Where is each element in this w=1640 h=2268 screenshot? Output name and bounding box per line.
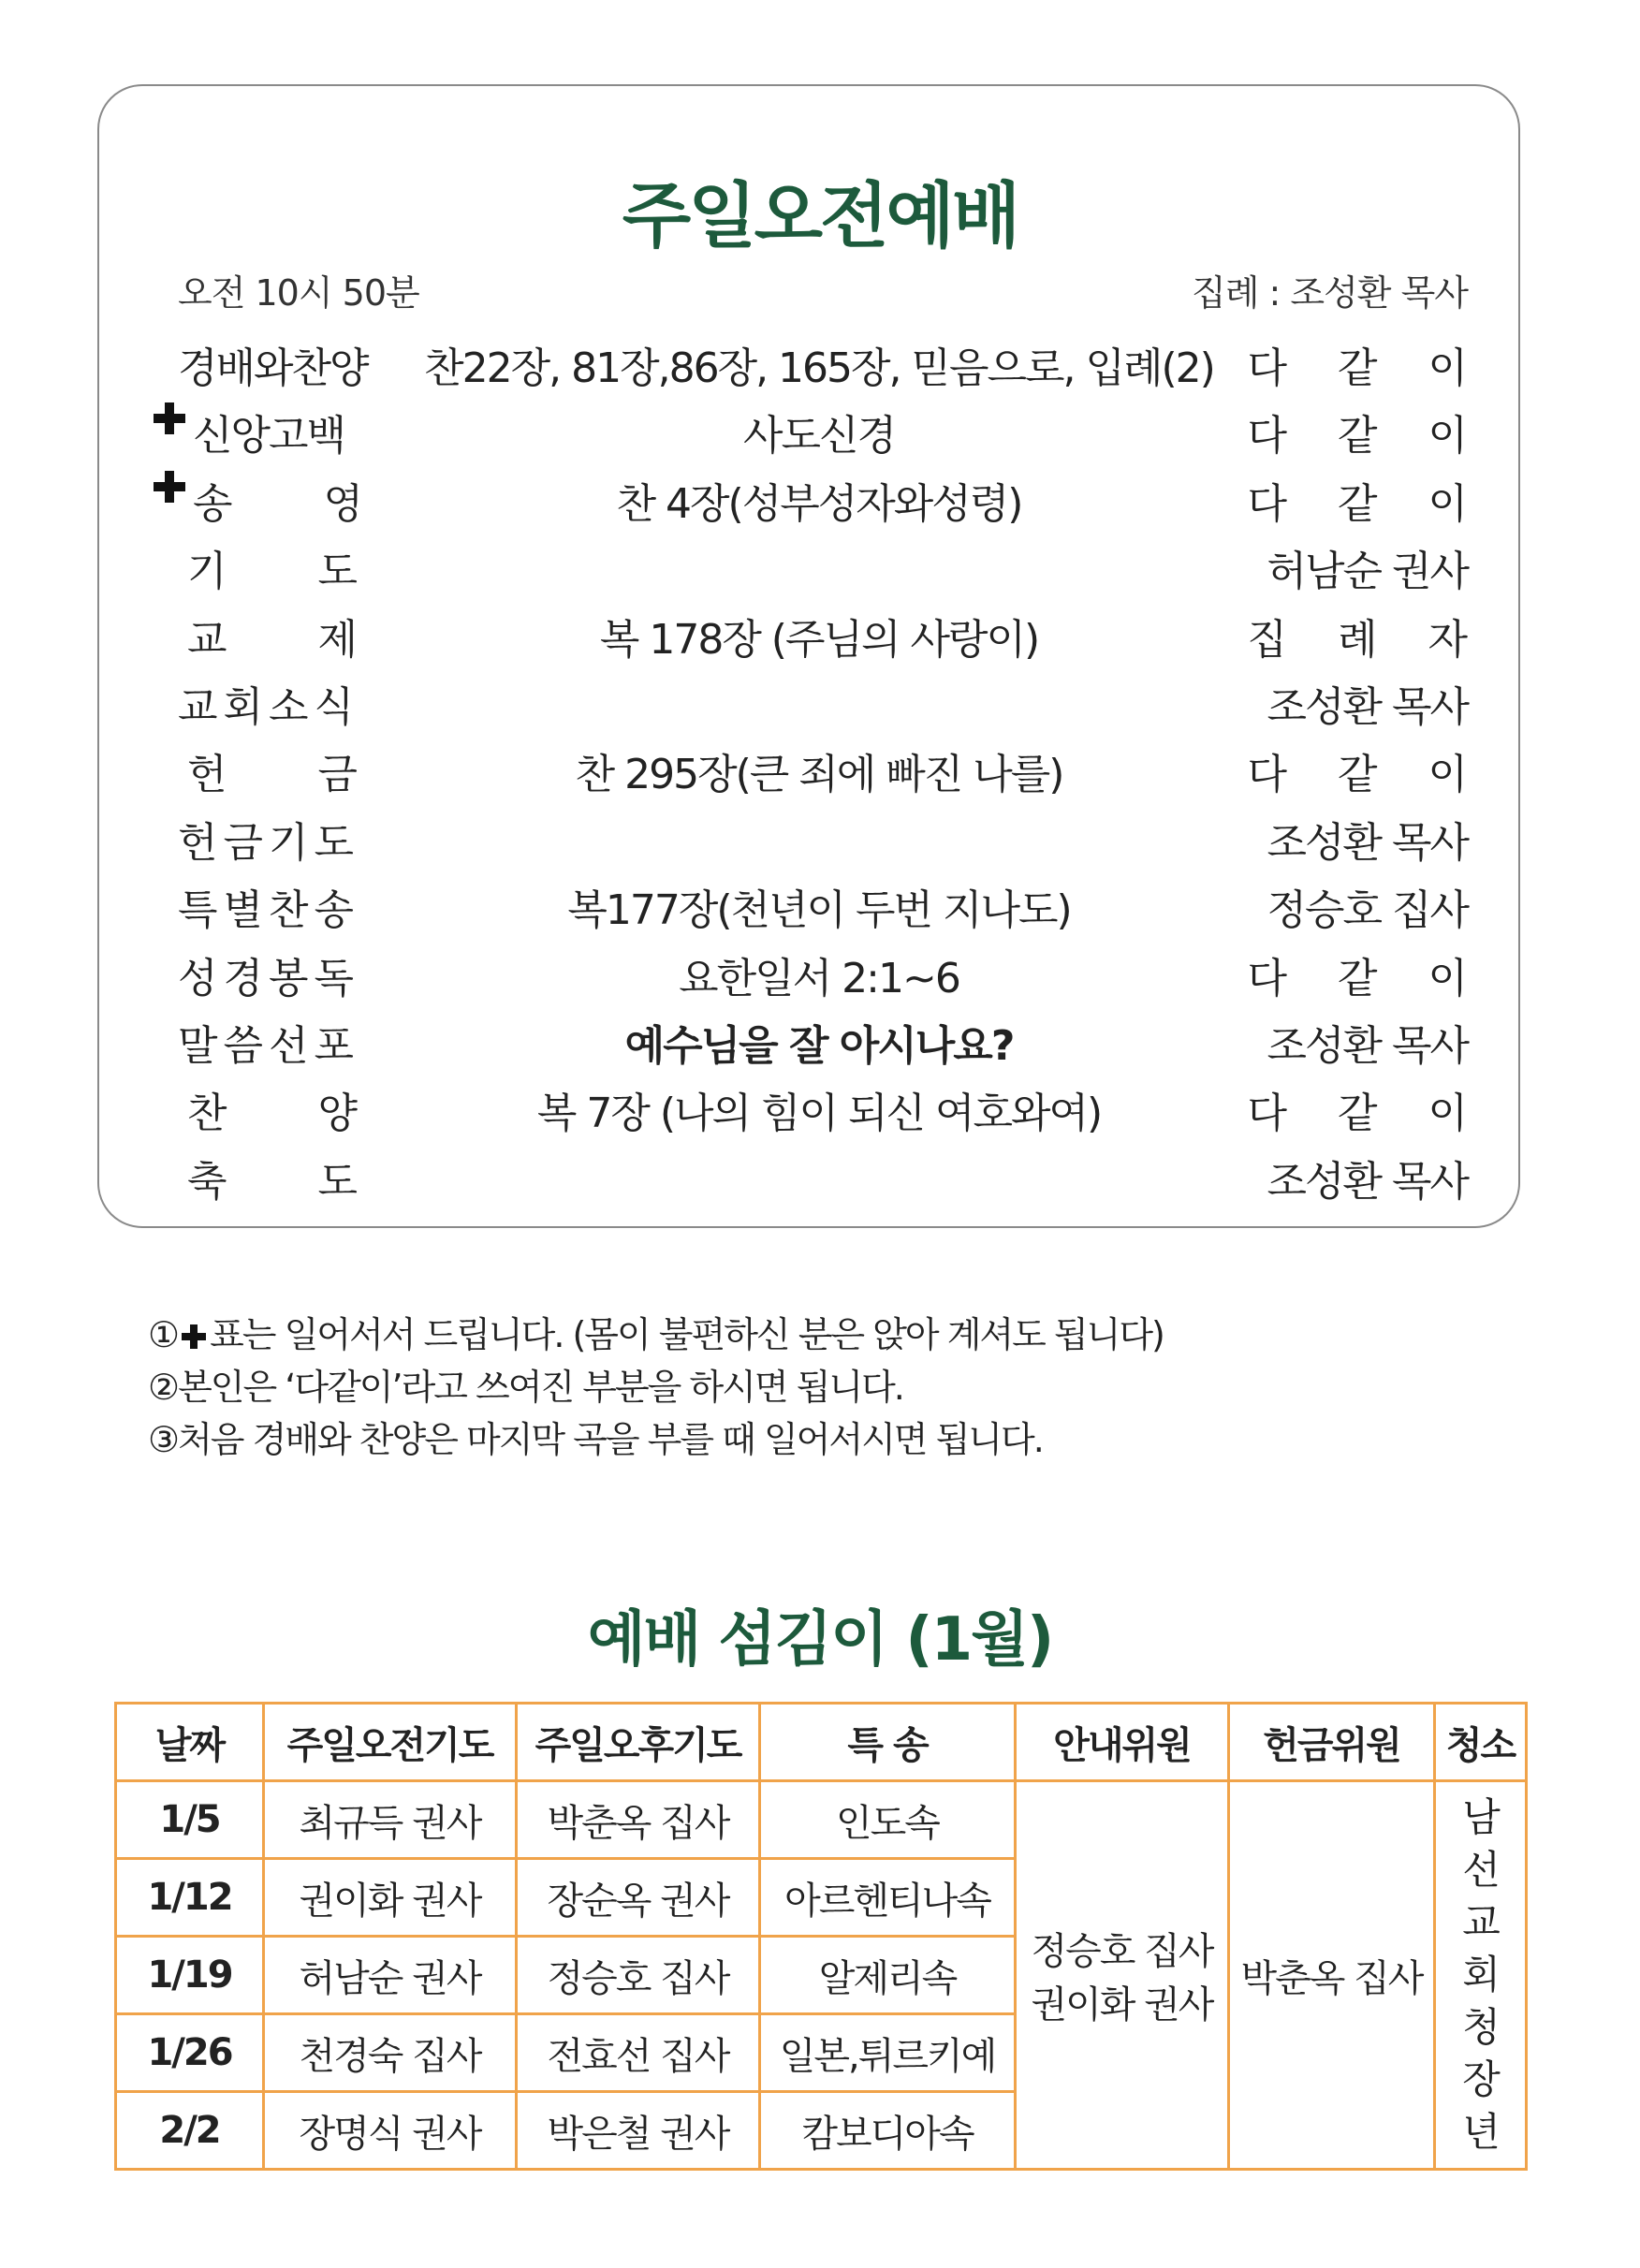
cleaning-char: 선 [1462, 1847, 1499, 1893]
order-row [0, 1149, 1640, 1216]
order-row [0, 335, 1640, 402]
special-song-cell: 아르헨티나속 [760, 1859, 1016, 1937]
special-song-cell: 인도속 [760, 1781, 1016, 1859]
order-row [0, 607, 1640, 674]
pm-prayer-cell: 전효선 집사 [517, 2014, 760, 2092]
order-item-responsible: 다 같 이 [1247, 1090, 1486, 1138]
order-item-responsible: 조성환 목사 [1267, 818, 1468, 867]
order-item-responsible: 조성환 목사 [1267, 1022, 1468, 1070]
pm-prayer-cell: 박춘옥 집사 [517, 1781, 760, 1859]
order-item-responsible: 다 같 이 [1247, 954, 1486, 1002]
date-cell: 1/26 [116, 2014, 264, 2092]
cross-icon [182, 1324, 206, 1349]
order-item-name: 헌금기도 [178, 818, 360, 867]
order-item-responsible: 다 같 이 [1247, 344, 1486, 392]
order-row [0, 1013, 1640, 1080]
service-title: 주일오전예배 [622, 174, 1018, 257]
order-row [0, 674, 1640, 741]
pm-prayer-cell: 정승호 집사 [517, 1937, 760, 2014]
am-prayer-cell: 장명식 권사 [264, 2092, 517, 2170]
order-item-content: 찬 295장(큰 죄에 빠진 나를) [575, 751, 1063, 799]
order-item-responsible: 다 같 이 [1247, 479, 1486, 528]
am-prayer-cell: 천경숙 집사 [264, 2014, 517, 2092]
order-item-content: 복 7장 (나의 힘이 되신 여호와여) [536, 1090, 1102, 1138]
cross-icon [154, 471, 185, 503]
header-cleaning: 청소 [1435, 1704, 1527, 1781]
order-item-name: 성경봉독 [178, 954, 360, 1002]
order-row [0, 538, 1640, 606]
order-row [0, 945, 1640, 1013]
schedule-title: 예배 섬김이 (1월) [587, 1605, 1053, 1675]
order-item-name: 송 영 [193, 479, 361, 528]
header-ushers: 안내위원 [1016, 1704, 1229, 1781]
cleaning-char: 남 [1462, 1794, 1499, 1840]
pm-prayer-cell: 장순옥 권사 [517, 1859, 760, 1937]
cleaning-cell [1435, 1781, 1527, 2170]
order-item-name: 헌 금 [187, 751, 356, 799]
header-date: 날짜 [116, 1704, 264, 1781]
date-cell: 1/19 [116, 1937, 264, 2014]
order-item-content: 찬 4장(성부성자와성령) [616, 479, 1022, 528]
order-item-responsible: 다 같 이 [1247, 412, 1486, 461]
special-song-cell: 캄보디아속 [760, 2092, 1016, 2170]
header-pm-prayer: 주일오후기도 [517, 1704, 760, 1781]
note-3: ③처음 경배와 찬양은 마지막 곡을 부를 때 일어서시면 됩니다. [148, 1419, 1043, 1460]
order-item-content: 예수님을 잘 아시나요? [624, 1022, 1014, 1070]
order-item-content: 복177장(천년이 두번 지나도) [567, 886, 1071, 935]
cleaning-char: 년 [1462, 2109, 1499, 2155]
order-item-name: 경배와찬양 [178, 344, 368, 392]
usher-1: 정승호 집사 [1031, 1930, 1213, 1973]
date-cell: 1/5 [116, 1781, 264, 1859]
order-row [0, 1080, 1640, 1148]
order-row [0, 402, 1640, 470]
header-offering: 헌금위원 [1229, 1704, 1435, 1781]
order-item-responsible: 조성환 목사 [1267, 1157, 1468, 1206]
note-2: ②본인은 ‘다같이’라고 쓰여진 부분을 하시면 됩니다. [148, 1367, 903, 1408]
special-song-cell: 알제리속 [760, 1937, 1016, 2014]
schedule-table [114, 1702, 1528, 2171]
order-row [0, 471, 1640, 538]
order-item-name: 말씀선포 [178, 1022, 360, 1070]
date-cell: 2/2 [116, 2092, 264, 2170]
am-prayer-cell: 허남순 권사 [264, 1937, 517, 2014]
order-item-name: 기 도 [187, 548, 356, 596]
special-song-cell: 일본,튀르키예 [760, 2014, 1016, 2092]
order-item-name: 신앙고백 [193, 412, 345, 461]
order-row [0, 810, 1640, 877]
order-item-name: 축 도 [187, 1157, 356, 1206]
cleaning-char: 교 [1462, 1899, 1499, 1945]
usher-2: 권이화 권사 [1031, 1983, 1213, 2027]
order-item-name: 교회소식 [178, 683, 360, 731]
cleaning-char: 장 [1462, 2056, 1499, 2102]
order-item-responsible: 조성환 목사 [1267, 683, 1468, 731]
cleaning-char: 회 [1462, 1952, 1499, 1997]
order-item-responsible: 다 같 이 [1247, 751, 1486, 799]
order-item-responsible: 정승호 집사 [1267, 886, 1468, 935]
notes [148, 1309, 1164, 1466]
table-header-row [116, 1704, 1527, 1781]
order-row [0, 741, 1640, 809]
order-row [0, 877, 1640, 944]
pm-prayer-cell: 박은철 권사 [517, 2092, 760, 2170]
am-prayer-cell: 권이화 권사 [264, 1859, 517, 1937]
header-special-song: 특 송 [760, 1704, 1016, 1781]
order-item-content: 사도신경 [742, 412, 895, 461]
order-item-content: 복 178장 (주님의 사랑이) [599, 615, 1039, 664]
cleaning-char: 청 [1462, 2004, 1499, 2050]
am-prayer-cell: 최규득 권사 [264, 1781, 517, 1859]
cross-icon [154, 402, 185, 434]
table-row [116, 1781, 1527, 1859]
service-time: 오전 10시 50분 [178, 272, 419, 314]
offering-cell: 박춘옥 집사 [1229, 1781, 1435, 2170]
service-officiant: 집례 : 조성환 목사 [1192, 272, 1468, 314]
order-item-responsible: 허남순 권사 [1267, 548, 1468, 596]
order-item-content: 찬22장, 81장,86장, 165장, 믿음으로, 입례(2) [424, 344, 1214, 392]
date-cell: 1/12 [116, 1859, 264, 1937]
order-item-name: 찬 양 [187, 1090, 356, 1138]
order-item-name: 특별찬송 [178, 886, 360, 935]
ushers-cell [1016, 1781, 1229, 2170]
order-item-content: 요한일서 2:1~6 [679, 954, 959, 1002]
note-1: ① 표는 일어서서 드립니다. (몸이 불편하신 분은 앉아 계셔도 됩니다) [148, 1314, 1164, 1355]
order-item-name: 교 제 [187, 615, 356, 664]
order-item-responsible: 집 례 자 [1247, 615, 1486, 664]
header-am-prayer: 주일오전기도 [264, 1704, 517, 1781]
